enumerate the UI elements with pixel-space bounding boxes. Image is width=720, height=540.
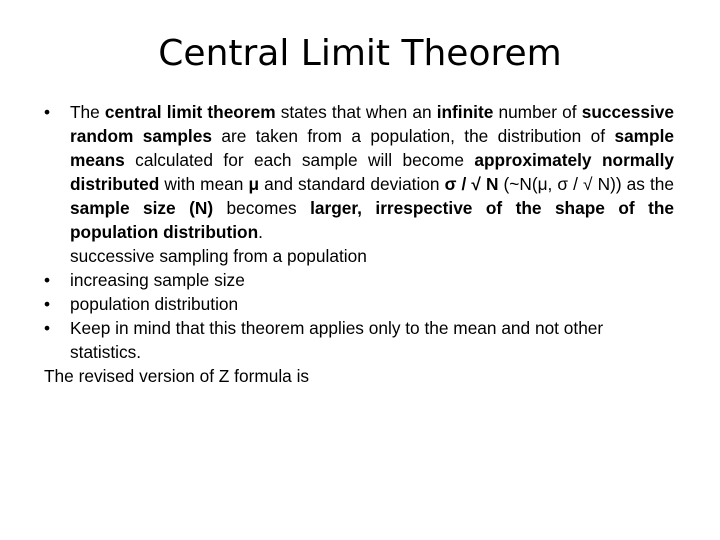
term-larger-irrespective: larger, irrespective of the shape of the population distribution [70, 198, 674, 242]
term-approximately-normally-distributed: approximately normally distributed [70, 150, 674, 194]
text-run: and standard deviation [259, 174, 445, 194]
term-sigma-over-root-n: σ / √ N [444, 174, 499, 194]
continuation-line: successive sampling from a population [70, 246, 367, 266]
bullet-text: Keep in mind that this theorem applies only to the mean and not other statistics. [70, 318, 604, 362]
text-run: are taken from a population, the distribution of [211, 126, 615, 146]
term-central-limit-theorem: central limit theorem [104, 102, 276, 122]
clt-definition-bullet [44, 100, 674, 244]
text-run: with mean [159, 174, 249, 194]
bullet-icon: • [44, 270, 51, 290]
bullet-icon: • [44, 102, 51, 122]
bullet-item [44, 268, 674, 292]
text-run: . [258, 222, 263, 242]
bullet-text: increasing sample size [70, 270, 245, 290]
text-run: number of [493, 102, 582, 122]
bullet-icon: • [44, 294, 51, 314]
term-mu: μ [248, 174, 260, 194]
text-run: calculated for each sample will become [124, 150, 475, 170]
term-infinite: infinite [436, 102, 494, 122]
term-sample-means: sample means [70, 126, 675, 170]
text-run: states that when an [275, 102, 437, 122]
bullet-text: population distribution [70, 294, 239, 314]
bullet-item [44, 292, 674, 316]
text-run: The [70, 102, 105, 122]
term-sample-size: sample size (N) [70, 198, 214, 218]
footer-line: The revised version of Z formula is [44, 366, 310, 386]
bullet-item [44, 316, 674, 364]
bullet-icon: • [44, 318, 51, 338]
term-successive-random-samples: successive random samples [70, 102, 674, 146]
text-run: becomes [213, 198, 311, 218]
slide-body [44, 100, 674, 388]
text-run: (~N(μ, σ / √ N)) as the [498, 174, 675, 194]
slide-title: Central Limit Theorem [158, 33, 562, 74]
